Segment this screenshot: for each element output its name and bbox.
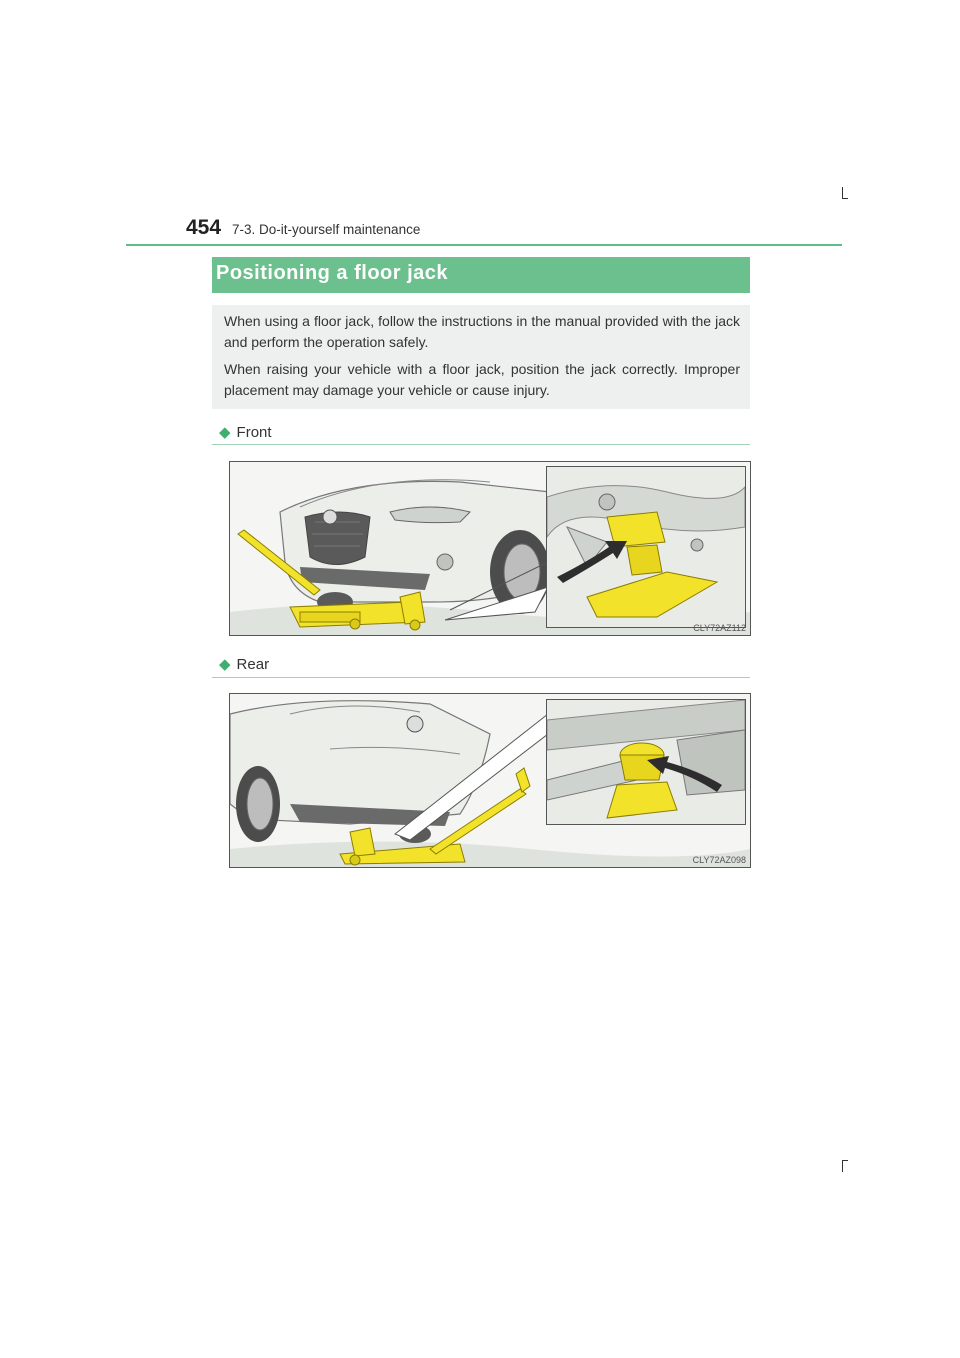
rear-detail-illustration [547, 700, 745, 824]
figure-front [229, 461, 751, 636]
section-label-rear: Rear [236, 656, 270, 673]
figure-code-rear: CLY72AZ098 [692, 855, 746, 865]
figure-code-front: CLY72AZ112 [693, 623, 746, 633]
crop-mark-bottom-h [842, 1160, 848, 1161]
section-rule-rear [212, 677, 750, 678]
diamond-icon: ◆ [219, 656, 231, 673]
intro-paragraph-2: When raising your vehicle with a floor jack, position the jack correctly. Improper placement may damage your vehicle or cause injury. [224, 361, 740, 398]
section-header: 7-3. Do-it-yourself maintenance [232, 222, 421, 237]
section-label-front: Front [236, 424, 272, 441]
header-rule [126, 244, 842, 246]
intro-paragraph-1: When using a floor jack, follow the instructions in the manual provided with the jack and perform the operation safely. [224, 313, 740, 350]
section-heading-front [219, 423, 272, 441]
page-number: 454 [186, 216, 222, 239]
rear-detail-inset [546, 699, 746, 825]
front-detail-illustration [547, 467, 745, 627]
crop-mark-bottom [842, 1160, 843, 1172]
page-title: Positioning a floor jack [216, 262, 449, 284]
section-heading-rear [219, 655, 269, 673]
front-detail-inset [546, 466, 746, 628]
crop-mark-top-h [842, 198, 848, 199]
figure-rear [229, 693, 751, 868]
diamond-icon: ◆ [219, 424, 231, 441]
section-rule-front [212, 444, 750, 445]
